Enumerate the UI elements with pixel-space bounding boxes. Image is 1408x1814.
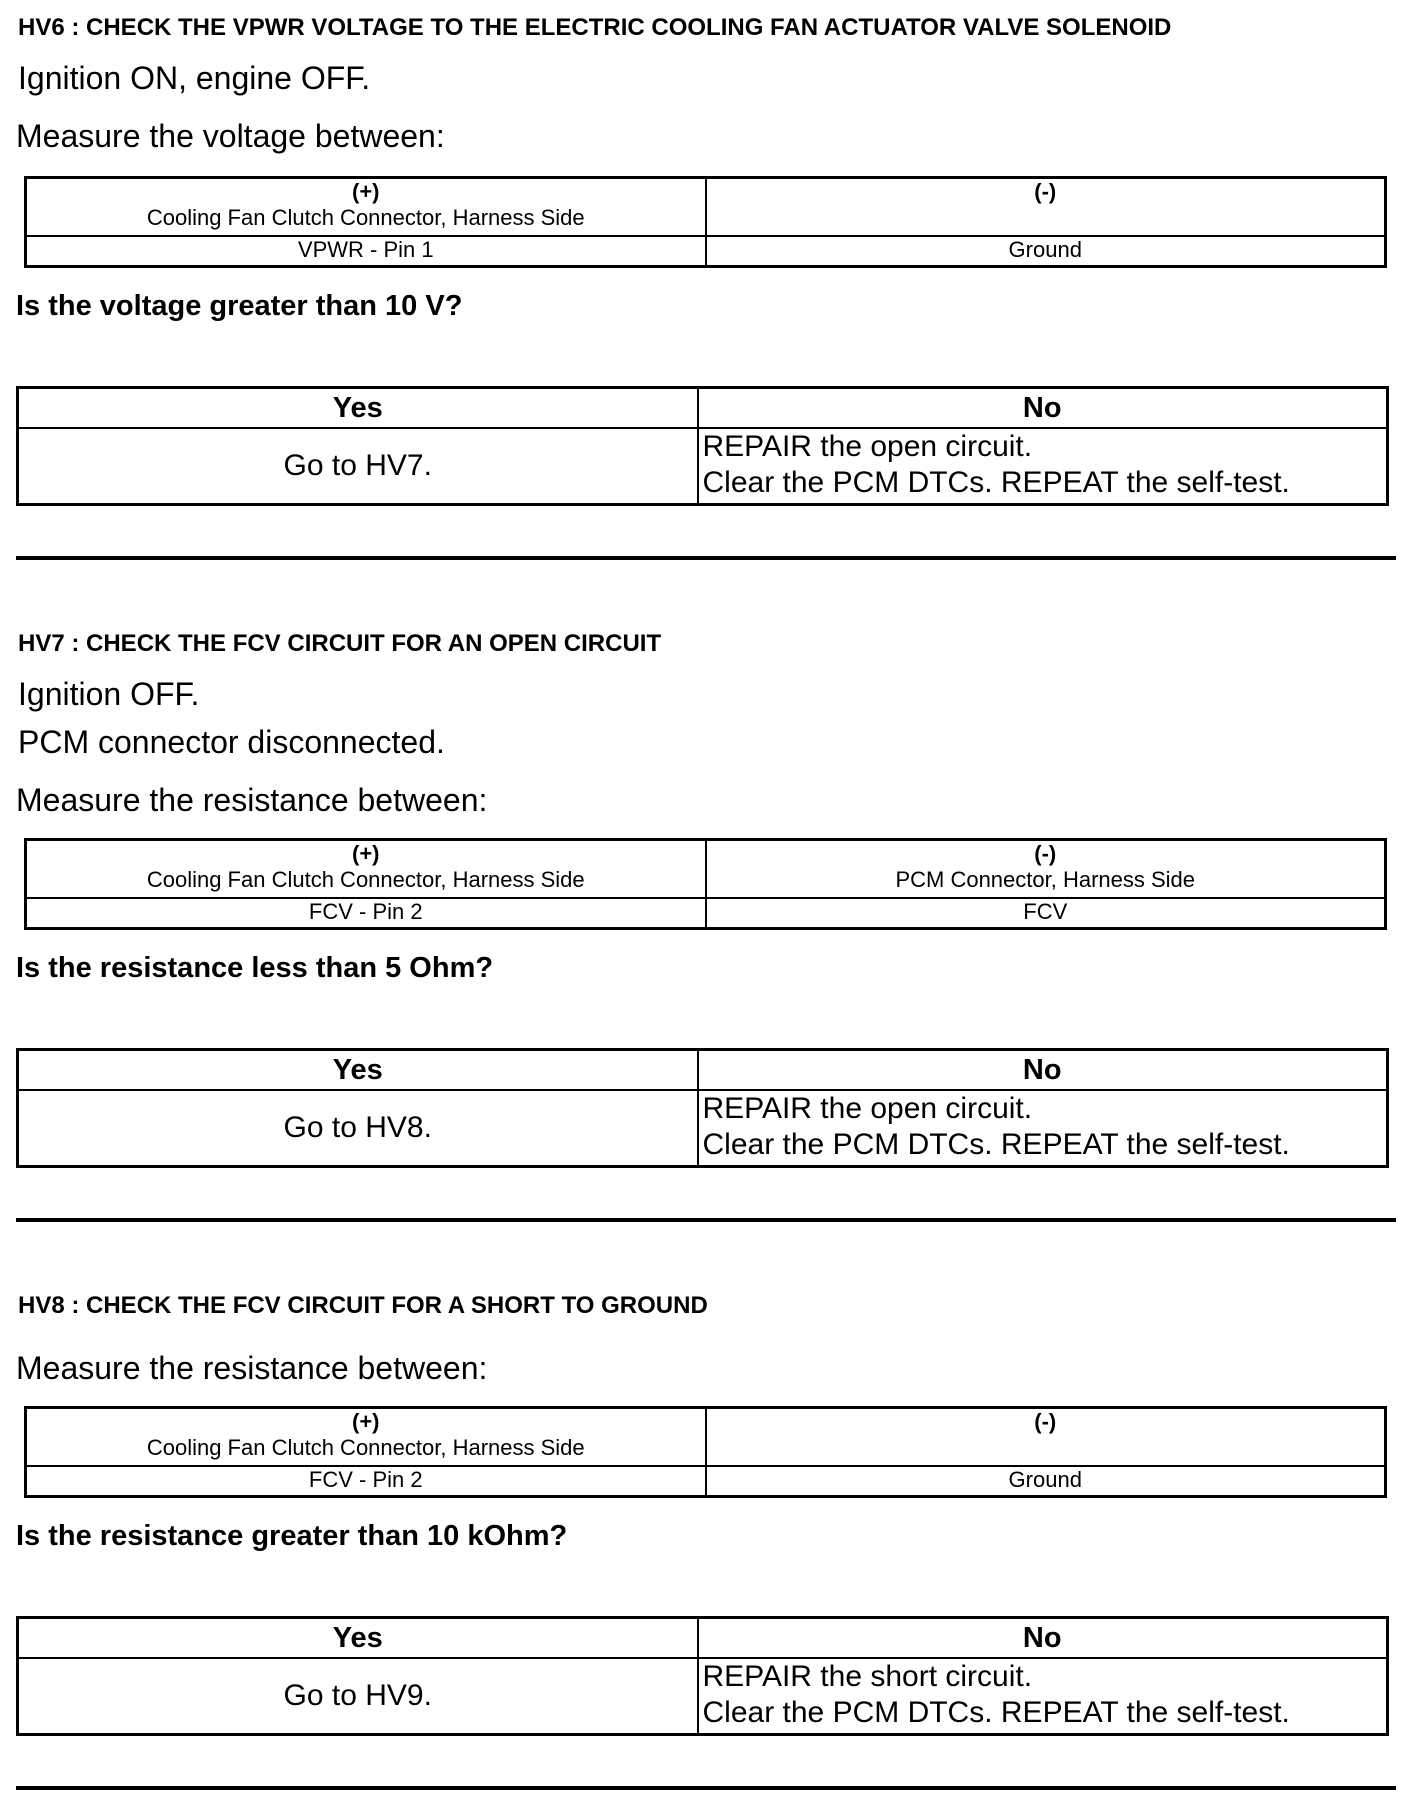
no-action-line: REPAIR the open circuit.	[702, 430, 1033, 463]
no-header: No	[698, 388, 1388, 429]
yes-header: Yes	[18, 1618, 698, 1659]
section-heading: HV6 : CHECK THE VPWR VOLTAGE TO THE ELECTRIC COOLING FAN ACTUATOR VALVE SOLENOID	[18, 14, 1172, 41]
plus-label: (+)	[352, 1409, 380, 1434]
plus-probe-cell	[26, 1408, 706, 1467]
no-action-line: Clear the PCM DTCs. REPEAT the self-test.	[702, 466, 1290, 499]
section-divider	[16, 1218, 1396, 1222]
yes-header: Yes	[18, 388, 698, 429]
no-header: No	[698, 1618, 1388, 1659]
minus-description: PCM Connector, Harness Side	[895, 867, 1196, 892]
result-table	[16, 1616, 1389, 1736]
no-action-line: Clear the PCM DTCs. REPEAT the self-test.	[702, 1128, 1290, 1161]
plus-value: FCV - Pin 2	[26, 1466, 706, 1497]
no-action	[698, 428, 1388, 505]
minus-probe-cell	[706, 1408, 1386, 1467]
result-table	[16, 386, 1389, 506]
question-text: Is the resistance greater than 10 kOhm?	[16, 1520, 568, 1552]
plus-probe-cell	[26, 178, 706, 237]
no-action-line: Clear the PCM DTCs. REPEAT the self-test.	[702, 1696, 1290, 1729]
plus-label: (+)	[352, 841, 380, 866]
instruction-text: Measure the resistance between:	[16, 1350, 488, 1386]
measurement-table	[24, 176, 1387, 268]
minus-probe-cell	[706, 178, 1386, 237]
question-text: Is the voltage greater than 10 V?	[16, 290, 463, 322]
plus-value: FCV - Pin 2	[26, 898, 706, 929]
plus-label: (+)	[352, 179, 380, 204]
plus-description: Cooling Fan Clutch Connector, Harness Side	[146, 1435, 585, 1460]
section-divider	[16, 556, 1396, 560]
minus-value: Ground	[706, 236, 1386, 267]
section-divider	[16, 1786, 1396, 1790]
plus-description: Cooling Fan Clutch Connector, Harness Side	[146, 205, 585, 230]
minus-label: (-)	[1034, 1409, 1057, 1434]
minus-probe-cell	[706, 840, 1386, 899]
condition-text: PCM connector disconnected.	[18, 724, 445, 760]
plus-probe-cell	[26, 840, 706, 899]
minus-label: (-)	[1034, 841, 1057, 866]
instruction-text: Measure the resistance between:	[16, 782, 488, 818]
yes-action: Go to HV9.	[18, 1658, 698, 1735]
no-action	[698, 1658, 1388, 1735]
result-table	[16, 1048, 1389, 1168]
yes-header: Yes	[18, 1050, 698, 1091]
instruction-text: Measure the voltage between:	[16, 118, 445, 154]
minus-label: (-)	[1034, 179, 1057, 204]
section-heading: HV8 : CHECK THE FCV CIRCUIT FOR A SHORT TO GROUND	[18, 1292, 708, 1319]
no-action-line: REPAIR the open circuit.	[702, 1092, 1033, 1125]
no-action-line: REPAIR the short circuit.	[702, 1660, 1033, 1693]
plus-value: VPWR - Pin 1	[26, 236, 706, 267]
measurement-table	[24, 838, 1387, 930]
no-action	[698, 1090, 1388, 1167]
minus-value: FCV	[706, 898, 1386, 929]
yes-action: Go to HV7.	[18, 428, 698, 505]
condition-text: Ignition ON, engine OFF.	[18, 60, 371, 96]
measurement-table	[24, 1406, 1387, 1498]
question-text: Is the resistance less than 5 Ohm?	[16, 952, 494, 984]
minus-value: Ground	[706, 1466, 1386, 1497]
plus-description: Cooling Fan Clutch Connector, Harness Side	[146, 867, 585, 892]
yes-action: Go to HV8.	[18, 1090, 698, 1167]
section-heading: HV7 : CHECK THE FCV CIRCUIT FOR AN OPEN CIRCUIT	[18, 630, 662, 657]
no-header: No	[698, 1050, 1388, 1091]
condition-text: Ignition OFF.	[18, 676, 200, 712]
